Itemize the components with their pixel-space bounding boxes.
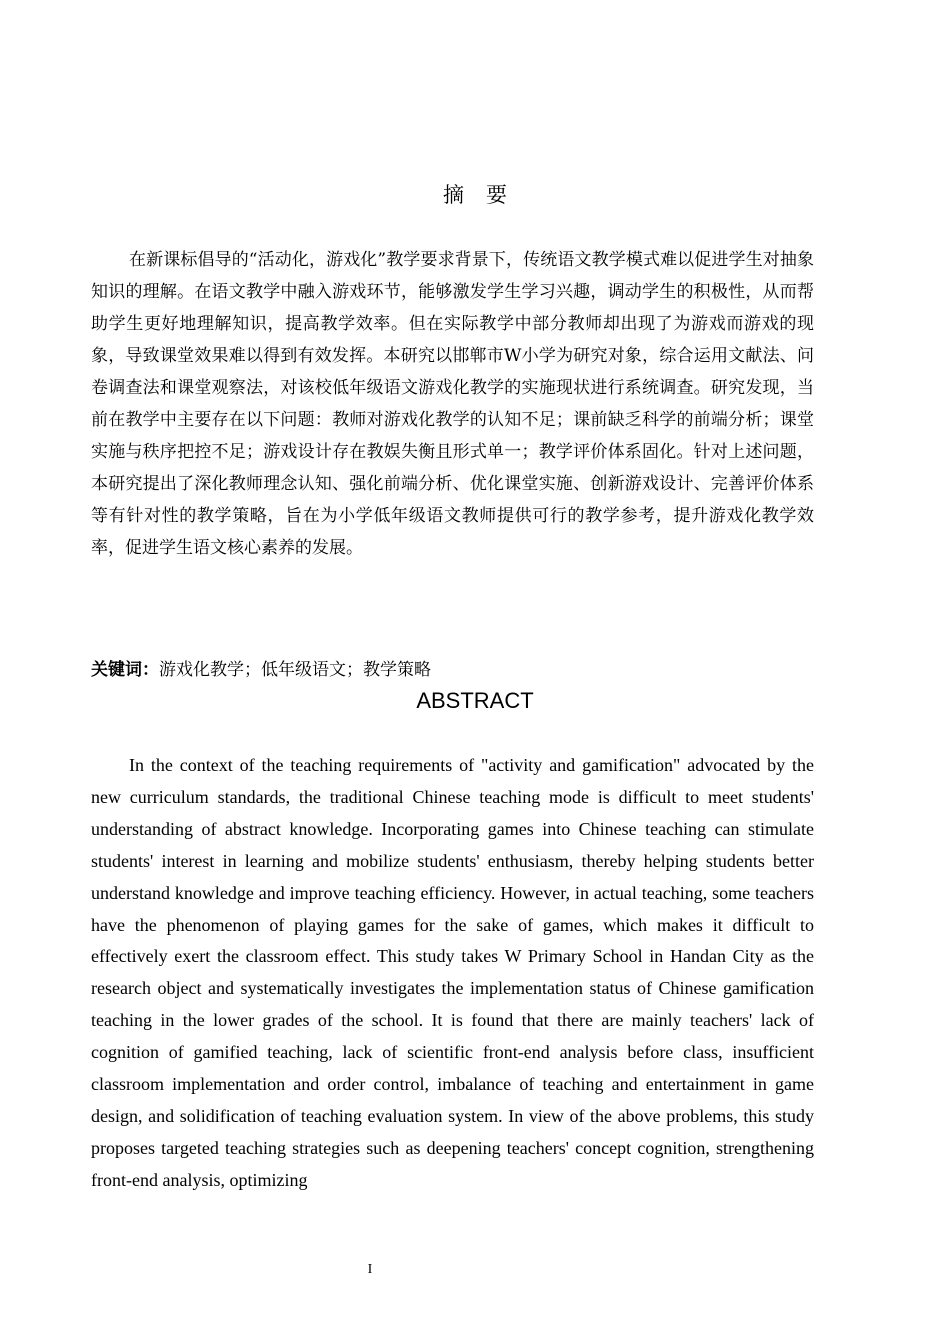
keywords-label: 关键词： [91,660,159,680]
english-abstract-title: ABSTRACT [416,688,534,713]
chinese-abstract-title: 摘要 [443,183,529,207]
english-abstract-body: In the context of the teaching requirements of "activity and gamification" advocated by the new curriculum standards, the traditional Chinese teaching mode is difficult to meet students' understanding of abstract knowledge. Incorporating games into Chinese teaching can stimulate students' interest in learning and mobilize students' enthusiasm, thereby helping students better understand knowledge and improve teaching efficiency. However, in actual teaching, some teachers have the phenomenon of playing games for the sake of games, which makes it difficult to effectively exert the classroom effect. This study takes W Primary School in Handan City as the research object and systematically investigates the implementation status of Chinese gamification teaching in the lower grades of the school. It is found that there are mainly teachers' lack of cognition of gamified teaching, lack of scientific front-end analysis before class, insufficient classroom implementation and order control, imbalance of teaching and entertainment in game design, and solidification of teaching evaluation system. In view of the above problems, this study proposes targeted teaching strategies such as deepening teachers' concept cognition, strengthening front-end analysis, optimizing [91,755,814,1190]
chinese-abstract-body: 在新课标倡导的“活动化，游戏化”教学要求背景下，传统语文教学模式难以促进学生对抽象知识的理解。在语文教学中融入游戏环节，能够激发学生学习兴趣，调动学生的积极性，从而帮助学生更好地理解知识，提高教学效率。但在实际教学中部分教师却出现了为游戏而游戏的现象，导致课堂效果难以得到有效发挥。本研究以邯郸市W小学为研究对象，综合运用文献法、问卷调查法和课堂观察法，对该校低年级语文游戏化教学的实施现状进行系统调查。研究发现，当前在教学中主要存在以下问题：教师对游戏化教学的认知不足；课前缺乏科学的前端分析；课堂实施与秩序把控不足；游戏设计存在教娱失衡且形式单一；教学评价体系固化。针对上述问题，本研究提出了深化教师理念认知、强化前端分析、优化课堂实施、创新游戏设计、完善评价体系等有针对性的教学策略，旨在为小学低年级语文教师提供可行的教学参考，提升游戏化教学效率，促进学生语文核心素养的发展。 [91,250,814,558]
keywords-text: 游戏化教学；低年级语文；教学策略 [159,660,431,680]
chinese-keywords [91,656,814,684]
page-number: I [367,1262,373,1277]
